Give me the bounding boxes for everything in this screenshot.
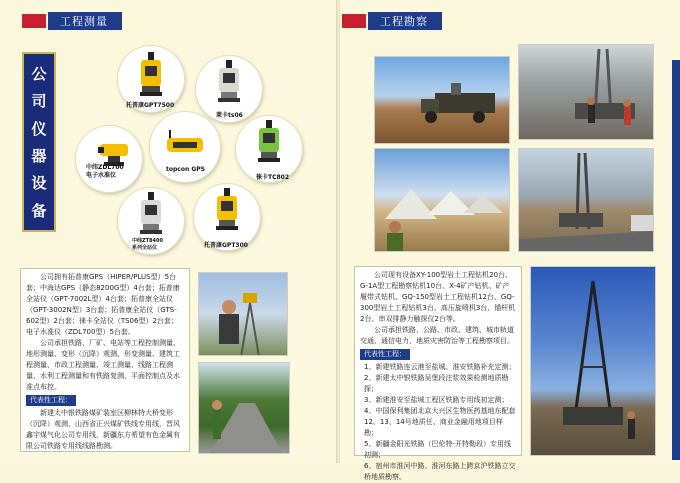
camp-tents-photo	[374, 148, 510, 252]
project-item: 2、新建太中银铁路吴堡段注浆效果检测地质勘探；	[364, 374, 509, 393]
instrument-label: topcon GPS	[166, 166, 205, 173]
road-survey-illustration	[199, 363, 290, 454]
instrument-label: 中纬ZT8400 系列全站仪	[132, 238, 163, 251]
drilling-crew-photo	[518, 44, 654, 140]
section-header-survey	[22, 12, 122, 30]
vertical-title-char: 司	[31, 92, 47, 111]
projects-tag: 代表性工程：	[360, 349, 410, 360]
truck-illustration	[375, 57, 510, 144]
body-paragraph: 公司承担铁路、厂矿、电站等工程控制测量、地形测量、变形（沉降）观测、形变测量、建筑工程测量、市政工程测量、竣工测量、线路工程测量、水利工程测量和有铁路复测、平面控制点及水准点布控。	[26, 339, 180, 391]
body-paragraph: 公司现有设备XY-100型岩土工程钻机20台、G-1A型工程勘察钻机10台、X-4矿产钻机、矿产履带式钻机、GQ-150型岩土工程钻机12台、GQ-300型岩土工程钻机3台、高压旋喷机3台、锚杆机2台、串双排静力触探仪2台等。	[360, 271, 516, 323]
roadside-rig-photo	[518, 148, 654, 252]
instrument-circle	[194, 184, 260, 250]
project-item: 3、新建淮安至盐城工程区铁路专用线初定测；	[364, 396, 509, 404]
section-title: 工程测量	[48, 12, 122, 30]
section-title: 工程勘察	[368, 12, 442, 30]
survey-description	[20, 268, 190, 452]
projects-text: 新建太中银铁路煤矿装室区柳林特大桥变形（沉降）观测，山西省正兴煤矿铁线专用线，晋风鑫宇煤气化公司专用线，新疆东方希望有色金属有限公司铁路专用线线路勘测。	[26, 409, 180, 450]
vertical-title-char: 公	[31, 65, 47, 84]
gps-receiver-icon	[165, 130, 205, 156]
total-station-icon	[136, 192, 166, 238]
total-station-icon	[136, 52, 166, 98]
instrument-circle	[76, 126, 142, 192]
surveyor-illustration	[199, 273, 288, 356]
survey-photo-1	[198, 272, 288, 356]
total-station-icon	[214, 60, 244, 106]
tents-illustration	[375, 149, 510, 252]
body-paragraph: 公司拥有拓普康GPS（HIPER/PLUS型）5台套；中海达GPS（静态8200G型）4台套；拓普康全站仪（GPT-7002L型）4台套；拓普康全站仪（GPT-3002N型）3台套；拓普康全站仪（GTS-602型）2台套；徕卡全站仪（TS06型）2台套；电子水准仪（ZDL700型）5台套。	[26, 273, 180, 336]
roadside-rig-illustration	[519, 149, 654, 252]
instrument-label: 中纬ZDL700 电子水准仪	[86, 164, 124, 179]
project-item: 1、新建铁路连云港至盐城、淮安铁路补充定测；	[364, 363, 516, 371]
left-page	[0, 0, 337, 463]
vertical-title-char: 备	[31, 201, 47, 220]
header-accent	[22, 14, 46, 28]
survey-photo-2	[198, 362, 290, 454]
body-paragraph: 公司承担铁路、公路、市政、建筑、城市轨道交通、通信电力、地质灾害防治等工程勘察项目。	[360, 326, 514, 345]
tall-rig-illustration	[531, 267, 656, 456]
right-page	[340, 0, 680, 481]
instrument-label: 托普康GPT7500	[126, 102, 175, 109]
vertical-title-char: 设	[31, 174, 47, 193]
projects-tag: 代表性工程：	[26, 395, 76, 406]
instrument-label: 莱卡ts06	[216, 112, 243, 119]
page-edge-bar	[672, 60, 680, 460]
instrument-circle	[236, 116, 302, 182]
instrument-circle	[196, 56, 262, 122]
total-station-icon	[212, 188, 242, 234]
vertical-title-char: 仪	[31, 119, 47, 138]
exploration-description	[354, 266, 522, 481]
instrument-circle	[118, 46, 184, 112]
instrument-label: 徕卡TC802	[256, 174, 290, 181]
total-station-icon	[254, 120, 284, 166]
vertical-title	[22, 52, 56, 232]
drill-truck-photo	[374, 56, 510, 144]
vertical-title-char: 器	[31, 147, 47, 166]
header-accent	[342, 14, 366, 28]
project-item: 6、宿州市淮河中路、淮河东路上跨京沪铁路立交桥地质勘察。	[364, 462, 516, 481]
tall-rig-photo	[530, 266, 656, 456]
instrument-circle	[150, 112, 220, 182]
instrument-label: 托普康GPT300	[204, 242, 248, 249]
project-item: 5、新疆金阳光铁路（巴伦特-开特勒段）专用线初测；	[364, 440, 511, 459]
drill-rig-illustration	[519, 45, 654, 140]
project-item: 4、中国保利集团北京大兴区生物医药基地东配套12、13、14号地质任、商业金融用地项目样勘；	[364, 407, 516, 437]
instrument-circle	[118, 188, 184, 254]
section-header-exploration	[342, 12, 442, 30]
